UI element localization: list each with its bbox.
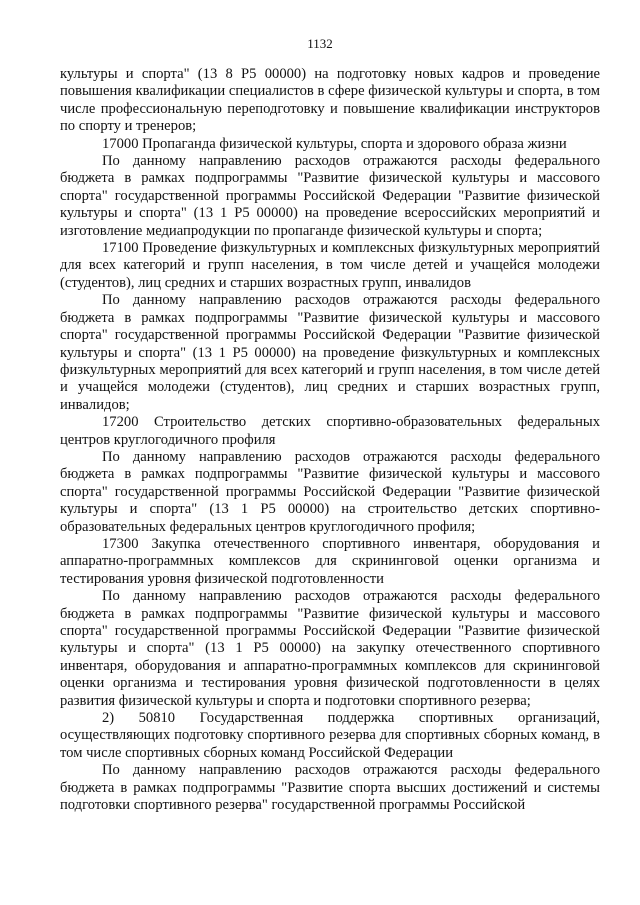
heading-50810: 2) 50810 Государственная поддержка спортивных организаций, осуществляющих подготовку спортивного резерва для спортивных сборных команд, в том числе спортивных сборных команд Российской Федерации (60, 710, 600, 761)
paragraph-17100-description: По данному направлению расходов отражаются расходы федерального бюджета в рамках подпрограммы "Развитие физической культуры и массового спорта" государственной программы Российской Федерации "Развитие физической культуры и спорта" (13 1 Р5 00000) на проведение физкультурных и комплексных физкультурных мероприятий для всех категорий и групп населения, в том числе детей и учащейся молодежи (студентов), лиц средних и старших возрастных групп, инвалидов; (60, 292, 600, 413)
document-body (60, 66, 600, 814)
heading-17000: 17000 Пропаганда физической культуры, спорта и здорового образа жизни (102, 135, 567, 152)
heading-17300: 17300 Закупка отечественного спортивного инвентаря, оборудования и аппаратно-программных комплексов для скрининговой оценки организма и тестирования уровня физической подготовленности (60, 535, 600, 587)
page-number: 1132 (307, 36, 333, 51)
heading-17100: 17100 Проведение физкультурных и комплексных физкультурных мероприятий для всех категорий и групп населения, в том числе детей и учащейся молодежи (студентов), лиц средних и старших возрастных групп, инвалидов (60, 240, 600, 291)
paragraph-continuation: культуры и спорта" (13 8 Р5 00000) на подготовку новых кадров и проведение повышения квалификации специалистов в сфере физической культуры и спорта, в том числе профессиональную переподготовку и повышение квалификации инструкторов по спорту и тренеров; (60, 66, 600, 135)
paragraph-50810-description: По данному направлению расходов отражаются расходы федерального бюджета в рамках подпрограммы "Развитие спорта высших достижений и системы подготовки спортивного резерва" государственной программы Российской (60, 762, 600, 814)
paragraph-17300-description: По данному направлению расходов отражаются расходы федерального бюджета в рамках подпрограммы "Развитие физической культуры и массового спорта" государственной программы Российской Федерации "Развитие физической культуры и спорта" (13 1 Р5 00000) на закупку отечественного спортивного инвентаря, оборудования и аппаратно-программных комплексов для скрининговой оценки организма и тестирования уровня физической подготовленности в целях развития физической культуры и спорта и подготовки спортивного резерва; (60, 588, 600, 709)
paragraph-17200-description: По данному направлению расходов отражаются расходы федерального бюджета в рамках подпрограммы "Развитие физической культуры и массового спорта" государственной программы Российской Федерации "Развитие физической культуры и спорта" (13 1 Р5 00000) на строительство детских спортивно-образовательных федеральных центров круглогодичного профиля; (60, 448, 600, 535)
heading-17200: 17200 Строительство детских спортивно-образовательных федеральных центров круглогодичного профиля (60, 414, 600, 448)
paragraph-17000-description: По данному направлению расходов отражаются расходы федерального бюджета в рамках подпрограммы "Развитие физической культуры и массового спорта" государственной программы Российской Федерации "Развитие физической культуры и спорта" (13 1 Р5 00000) на проведение всероссийских мероприятий и изготовление медиапродукции по пропаганде физической культуры и спорта; (60, 153, 600, 239)
